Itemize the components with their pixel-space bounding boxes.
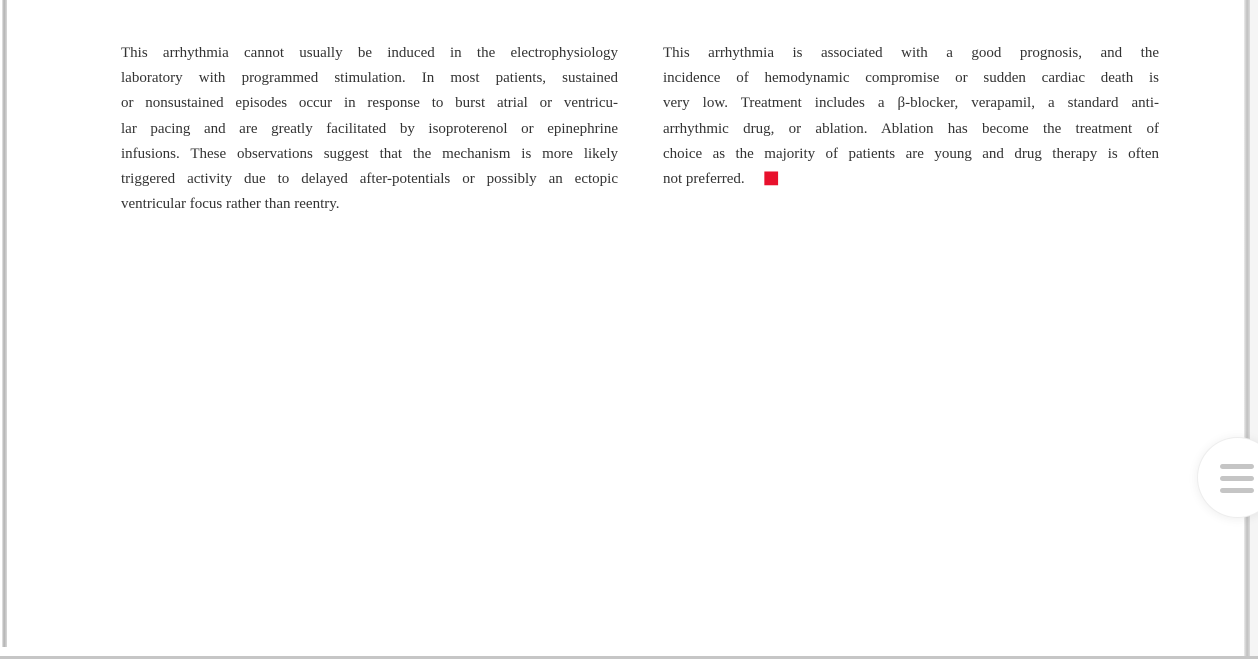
text-line: lar pacing and are greatly facilitated by isoproterenol or epinephrine (121, 120, 618, 137)
end-of-article-marker-icon: ■ (762, 166, 780, 188)
menu-button[interactable] (1197, 437, 1258, 518)
hamburger-icon (1220, 464, 1254, 469)
text-line: infusions. These observations suggest that the mechanism is more likely (121, 145, 618, 162)
text-line (663, 167, 1159, 192)
text-line: choice as the majority of patients are young and drug therapy is often (663, 145, 1159, 162)
page-right-gutter (1250, 0, 1258, 659)
hamburger-icon (1220, 488, 1254, 493)
text-line-text: not preferred. (663, 170, 745, 187)
hamburger-icon (1220, 476, 1254, 481)
text-line: laboratory with programmed stimulation. In most patients, sustained (121, 70, 618, 87)
text-column-right (663, 41, 1159, 192)
text-column-left (121, 41, 618, 217)
page-left-edge (2, 0, 7, 647)
text-line: arrhythmic drug, or ablation. Ablation has become the treatment of (663, 120, 1159, 137)
page-right-edge (1244, 0, 1250, 659)
text-line: This arrhythmia is associated with a good prognosis, and the (663, 45, 1159, 61)
text-line: or nonsustained episodes occur in response to burst atrial or ventricu- (121, 95, 618, 112)
text-line: triggered activity due to delayed after-potentials or possibly an ectopic (121, 170, 618, 187)
text-line: incidence of hemodynamic compromise or sudden cardiac death is (663, 70, 1159, 87)
text-line: very low. Treatment includes a β-blocker, verapamil, a standard anti- (663, 95, 1159, 112)
text-line: This arrhythmia cannot usually be induced in the electrophysiology (121, 45, 618, 61)
text-line: ventricular focus rather than reentry. (121, 196, 340, 213)
